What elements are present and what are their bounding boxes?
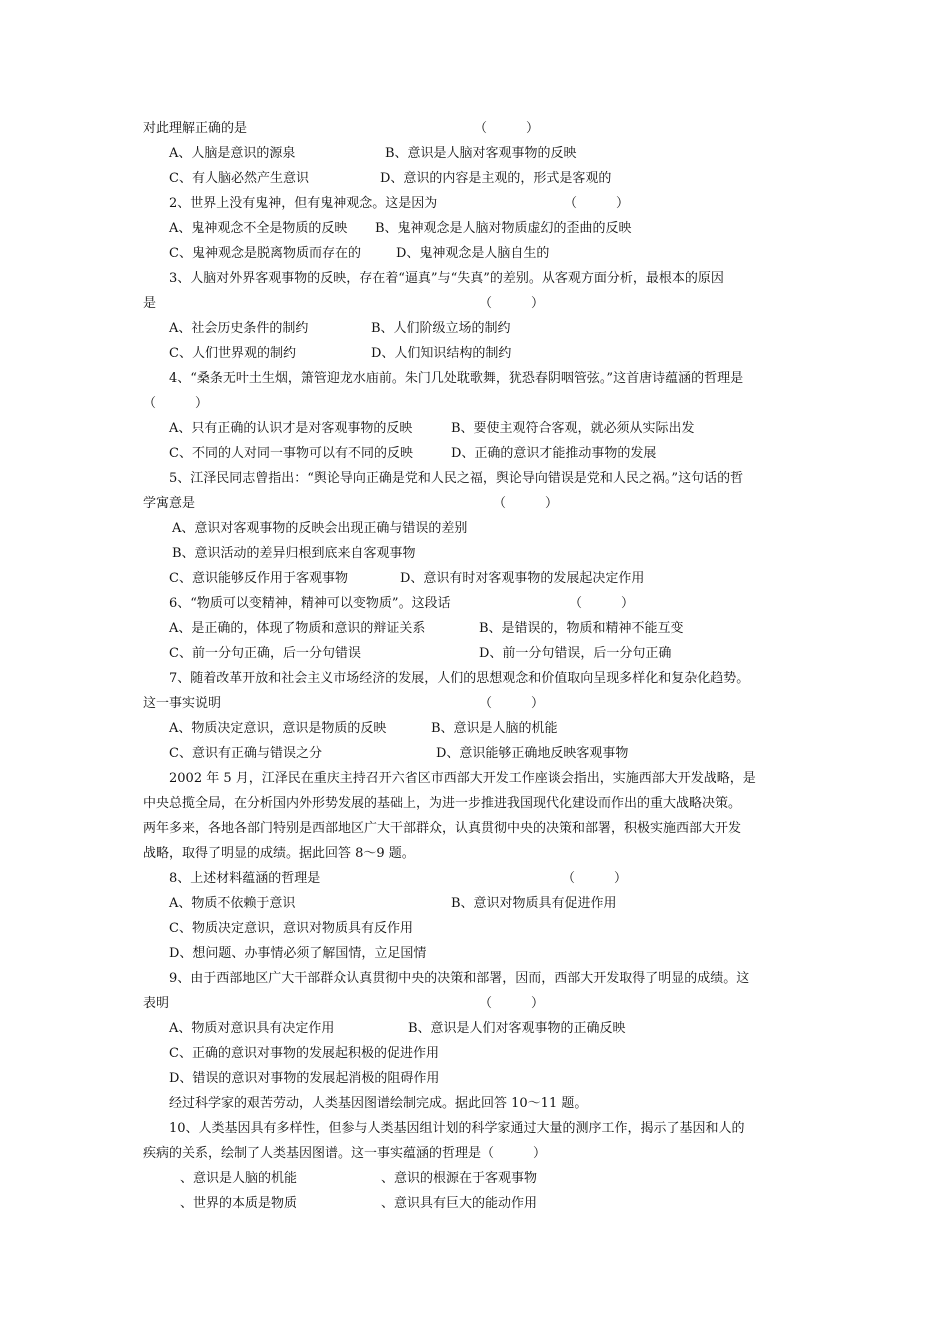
line-3: C、有人脑必然产生意识 D、意识的内容是主观的，形式是客观的 [169, 171, 612, 186]
line-8: 是 （ ） [143, 296, 545, 311]
line-32: A、物质不依赖于意识 B、意识对物质具有促进作用 [169, 896, 617, 911]
line-7: 3、人脑对外界客观事物的反映，存在着“逼真”与“失真”的差别。从客观方面分析，最根本的原因 [169, 271, 724, 286]
line-31: 8、上述材料蕴涵的哲理是 （ ） [169, 871, 628, 886]
line-16: 学寓意是 （ ） [143, 496, 559, 511]
line-36: 表明 （ ） [143, 996, 545, 1011]
line-9: A、社会历史条件的制约 B、人们阶级立场的制约 [169, 321, 511, 336]
line-39: D、错误的意识对事物的发展起消极的阻碍作用 [169, 1071, 440, 1086]
line-18: B、意识活动的差异归根到底来自客观事物 [172, 546, 416, 561]
line-12: （ ） [143, 396, 209, 411]
line-41: 10、人类基因具有多样性，但参与人类基因组计划的科学家通过大量的测序工作，揭示了基因和人的 [169, 1121, 745, 1136]
line-2: A、人脑是意识的源泉 B、意识是人脑对客观事物的反映 [169, 146, 577, 161]
line-19: C、意识能够反作用于客观事物 D、意识有时对客观事物的发展起决定作用 [169, 571, 645, 586]
line-33: C、物质决定意识，意识对物质具有反作用 [169, 921, 413, 936]
line-1: 对此理解正确的是 （ ） [143, 121, 540, 136]
line-35: 9、由于西部地区广大干部群众认真贯彻中央的决策和部署，因而，西部大开发取得了明显的成绩。这 [169, 971, 750, 986]
line-43: 、意识是人脑的机能 、意识的根源在于客观事物 [180, 1171, 538, 1186]
line-10: C、人们世界观的制约 D、人们知识结构的制约 [169, 346, 512, 361]
line-34: D、想问题、办事情必须了解国情，立足国情 [169, 946, 427, 961]
line-17: A、意识对客观事物的反映会出现正确与错误的差别 [172, 521, 468, 536]
line-30: 战略，取得了明显的成绩。据此回答 8～9 题。 [143, 846, 415, 861]
line-22: C、前一分句正确，后一分句错误 D、前一分句错误，后一分句正确 [169, 646, 672, 661]
line-38: C、正确的意识对事物的发展起积极的促进作用 [169, 1046, 439, 1061]
line-4: 2、世界上没有鬼神，但有鬼神观念。这是因为 （ ） [169, 196, 630, 211]
line-5: A、鬼神观念不全是物质的反映 B、鬼神观念是人脑对物质虚幻的歪曲的反映 [169, 221, 632, 236]
line-42: 疾病的关系，绘制了人类基因图谱。这一事实蕴涵的哲理是（ ） [143, 1146, 547, 1161]
line-29: 两年多来，各地各部门特别是西部地区广大干部群众，认真贯彻中央的决策和部署，积极实施西部大开发 [143, 821, 742, 836]
line-40: 经过科学家的艰苦劳动，人类基因图谱绘制完成。据此回答 10～11 题。 [169, 1096, 588, 1111]
line-28: 中央总揽全局，在分析国内外形势发展的基础上，为进一步推进我国现代化建设而作出的重大战略决策。 [143, 796, 742, 811]
line-27: 2002 年 5 月，江泽民在重庆主持召开六省区市西部大开发工作座谈会指出，实施西部大开发战略，是 [169, 771, 756, 786]
line-20: 6、“物质可以变精神，精神可以变物质”。这段话 （ ） [169, 596, 635, 611]
line-24: 这一事实说明 （ ） [143, 696, 545, 711]
line-14: C、不同的人对同一事物可以有不同的反映 D、正确的意识才能推动事物的发展 [169, 446, 657, 461]
line-44: 、世界的本质是物质 、意识具有巨大的能动作用 [180, 1196, 538, 1211]
line-6: C、鬼神观念是脱离物质而存在的 D、鬼神观念是人脑自生的 [169, 246, 550, 261]
line-15: 5、江泽民同志曾指出：“舆论导向正确是党和人民之福，舆论导向错误是党和人民之祸。”这句话的哲 [169, 471, 744, 486]
line-26: C、意识有正确与错误之分 D、意识能够正确地反映客观事物 [169, 746, 629, 761]
line-21: A、是正确的，体现了物质和意识的辩证关系 B、是错误的，物质和精神不能互变 [169, 621, 684, 636]
line-11: 4、“桑条无叶土生烟，箫管迎龙水庙前。朱门几处耽歌舞，犹恐春阴咽管弦。”这首唐诗蕴涵的哲理是 [169, 371, 744, 386]
line-25: A、物质决定意识，意识是物质的反映 B、意识是人脑的机能 [169, 721, 558, 736]
line-23: 7、随着改革开放和社会主义市场经济的发展，人们的思想观念和价值取向呈现多样化和复杂化趋势。 [169, 671, 750, 686]
line-37: A、物质对意识具有决定作用 B、意识是人们对客观事物的正确反映 [169, 1021, 626, 1036]
line-13: A、只有正确的认识才是对客观事物的反映 B、要使主观符合客观，就必须从实际出发 [169, 421, 695, 436]
